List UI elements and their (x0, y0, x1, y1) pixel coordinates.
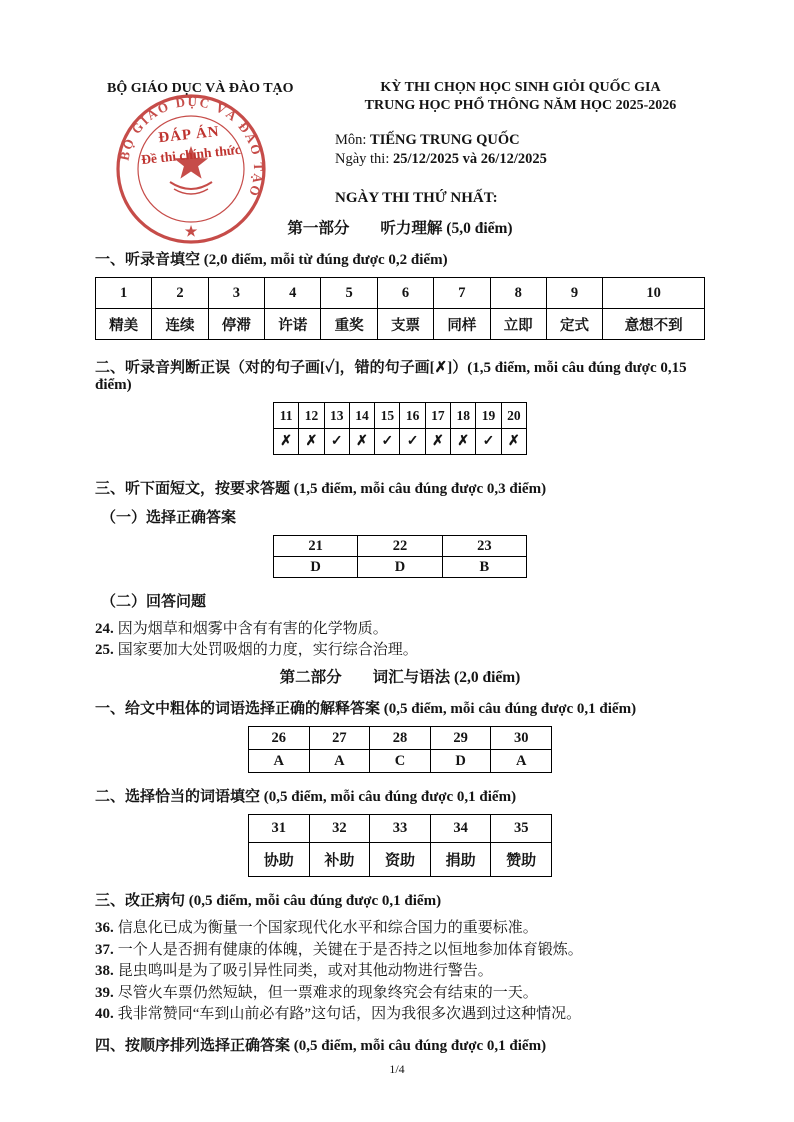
stamp-ring-text: BỘ GIÁO DỤC VÀ ĐÀO TẠO (116, 93, 267, 200)
table-cell: 27 (309, 727, 370, 750)
document-body (95, 216, 705, 1063)
multiple-choice-21-23-table (273, 535, 527, 578)
table-row (96, 309, 705, 340)
table-row (274, 557, 527, 578)
table-cell: 8 (490, 278, 546, 309)
answer-line (95, 640, 705, 661)
table-cell: A (309, 750, 370, 773)
table-cell: 31 (249, 815, 310, 843)
answer-line (95, 619, 705, 640)
subject-value: TIẾNG TRUNG QUỐC (370, 132, 520, 148)
multiple-choice-26-30-table (248, 726, 552, 773)
table-cell: 精美 (96, 309, 152, 340)
sentence-text: 昆虫鸣叫是为了吸引异性同类，或对其他动物进行警告。 (117, 963, 493, 979)
table-cell: D (430, 750, 491, 773)
table-cell: ✗ (425, 429, 450, 455)
sentence-line (95, 961, 705, 983)
table-cell: 停滞 (208, 309, 264, 340)
part1-title: 第一部分 听力理解 (5,0 điểm) (287, 220, 513, 237)
part2-title: 第二部分 词汇与语法 (2,0 điểm) (279, 669, 521, 686)
stamp-star-glyph: ★ (184, 225, 198, 240)
corrected-sentences-block (95, 918, 705, 1026)
answer-key-label: ĐÁP ÁN (157, 123, 221, 147)
sentence-line (95, 983, 705, 1005)
sentence-text: 一个人是否拥有健康的体魄，关键在于是否持之以恒地参加体育锻炼。 (117, 941, 583, 958)
table-cell: 1 (96, 278, 152, 309)
table-cell: 6 (377, 278, 433, 309)
sentence-text: 信息化已成为衡量一个国家现代化水平和综合国力的重要标准。 (117, 920, 538, 936)
page-number: 1/4 (389, 1062, 405, 1076)
open-answers-block (95, 619, 705, 661)
table-cell: 9 (546, 278, 602, 309)
table-cell: 34 (430, 815, 491, 843)
table-cell: 32 (309, 815, 370, 843)
table-cell: 赞助 (491, 843, 552, 877)
table-cell: 连续 (152, 309, 208, 340)
table-cell: 26 (249, 727, 310, 750)
answer-text: 国家要加大处罚吸烟的力度，实行综合治理。 (117, 642, 418, 658)
sentence-number: 40. (95, 1006, 114, 1022)
fill-in-answers-table (95, 277, 705, 340)
table-cell: ✓ (400, 429, 425, 455)
table-row (274, 403, 527, 429)
sentence-number: 36. (95, 920, 114, 936)
part1-section1-heading: 一、听录音填空 (2,0 điểm, mỗi từ đúng được 0,2 điểm) (95, 252, 448, 268)
table-cell: 同样 (434, 309, 490, 340)
exam-date-line (335, 151, 547, 168)
table-cell: 18 (451, 403, 476, 429)
table-cell: 捐助 (430, 843, 491, 877)
answer-text: 因为烟草和烟雾中含有有害的化学物质。 (117, 621, 388, 637)
part1-section3-sub2: （二）回答问题 (101, 594, 207, 610)
table-cell: ✗ (451, 429, 476, 455)
table-cell: 支票 (377, 309, 433, 340)
table-cell: ✗ (299, 429, 324, 455)
table-cell: 15 (375, 403, 400, 429)
table-cell: ✗ (274, 429, 299, 455)
table-cell: ✓ (375, 429, 400, 455)
official-exam-label: Đề thi chính thức (140, 141, 242, 168)
table-cell: 23 (442, 536, 526, 557)
sentence-line (95, 918, 705, 940)
part1-section2-heading: 二、听录音判断正误（对的句子画[✓]，错的句子画[✗]）(1,5 điểm, mỗi câu đúng được 0,15 điểm) (95, 360, 687, 393)
table-row (274, 429, 527, 455)
table-cell: 4 (265, 278, 321, 309)
table-cell: 资助 (370, 843, 431, 877)
exam-title (318, 79, 723, 115)
table-cell: 21 (274, 536, 358, 557)
subject-label: Môn: (335, 132, 367, 148)
table-cell: 许诺 (265, 309, 321, 340)
table-cell: A (491, 750, 552, 773)
sentence-number: 38. (95, 963, 114, 979)
first-day-heading: NGÀY THI THỨ NHẤT: (335, 190, 498, 206)
table-row (249, 843, 552, 877)
exam-title-line2: TRUNG HỌC PHỔ THÔNG NĂM HỌC 2025-2026 (364, 98, 677, 113)
table-cell: 7 (434, 278, 490, 309)
table-cell: 3 (208, 278, 264, 309)
table-cell: D (358, 557, 442, 578)
date-label: Ngày thi: (335, 151, 390, 167)
table-row (274, 536, 527, 557)
table-cell: C (370, 750, 431, 773)
part2-section4-heading: 四、按顺序排列选择正确答案 (0,5 điểm, mỗi câu đúng được 0,1 điểm) (95, 1037, 547, 1054)
table-row (96, 278, 705, 309)
table-cell: ✗ (349, 429, 374, 455)
table-cell: 意想不到 (603, 309, 705, 340)
true-false-answers-table (273, 402, 527, 455)
table-cell: 协助 (249, 843, 310, 877)
table-cell: 立即 (490, 309, 546, 340)
table-row (249, 815, 552, 843)
table-row (249, 727, 552, 750)
table-cell: ✗ (501, 429, 526, 455)
table-cell: 重奖 (321, 309, 377, 340)
sentence-line (95, 1004, 705, 1026)
table-cell: A (249, 750, 310, 773)
table-cell: ✓ (324, 429, 349, 455)
table-row (249, 750, 552, 773)
table-cell: D (274, 557, 358, 578)
table-cell: 22 (358, 536, 442, 557)
sentence-text: 我非常赞同“车到山前必有路”这句话，因为我很多次遇到过这种情况。 (117, 1006, 582, 1022)
part2-section3-heading: 三、改正病句 (0,5 điểm, mỗi câu đúng được 0,1 điểm) (95, 893, 442, 909)
ministry-name: BỘ GIÁO DỤC VÀ ĐÀO TẠO (107, 81, 294, 96)
sentence-number: 37. (95, 941, 114, 958)
table-cell: 33 (370, 815, 431, 843)
table-cell: ✓ (476, 429, 501, 455)
table-cell: B (442, 557, 526, 578)
table-cell: 13 (324, 403, 349, 429)
table-cell: 补助 (309, 843, 370, 877)
table-cell: 2 (152, 278, 208, 309)
table-cell: 10 (603, 278, 705, 309)
table-cell: 12 (299, 403, 324, 429)
table-cell: 35 (491, 815, 552, 843)
table-cell: 16 (400, 403, 425, 429)
table-cell: 30 (491, 727, 552, 750)
part1-section3-sub1: （一）选择正确答案 (101, 510, 237, 526)
table-cell: 29 (430, 727, 491, 750)
part1-section3-heading: 三、听下面短文，按要求答题 (1,5 điểm, mỗi câu đúng được 0,3 điểm) (95, 481, 547, 497)
table-cell: 11 (274, 403, 299, 429)
table-cell: 20 (501, 403, 526, 429)
table-cell: 定式 (546, 309, 602, 340)
sentence-number: 39. (95, 984, 114, 1001)
table-cell: 28 (370, 727, 431, 750)
subject-line (335, 132, 520, 149)
table-cell: 14 (349, 403, 374, 429)
part2-section2-heading: 二、选择恰当的词语填空 (0,5 điểm, mỗi câu đúng được 0,1 điểm) (95, 789, 517, 805)
answer-number: 25. (95, 642, 114, 658)
sentence-text: 尽管火车票仍然短缺，但一票难求的现象终究会有结束的一天。 (117, 984, 538, 1001)
date-value: 25/12/2025 và 26/12/2025 (393, 151, 547, 167)
exam-title-line1: KỲ THI CHỌN HỌC SINH GIỎI QUỐC GIA (380, 80, 661, 95)
part2-section1-heading: 一、给文中粗体的词语选择正确的解释答案 (0,5 điểm, mỗi câu đúng được 0,1 điểm) (95, 701, 637, 717)
answer-number: 24. (95, 621, 114, 637)
table-cell: 5 (321, 278, 377, 309)
table-cell: 17 (425, 403, 450, 429)
sentence-line (95, 940, 705, 962)
word-choice-31-35-table (248, 814, 552, 877)
table-cell: 19 (476, 403, 501, 429)
